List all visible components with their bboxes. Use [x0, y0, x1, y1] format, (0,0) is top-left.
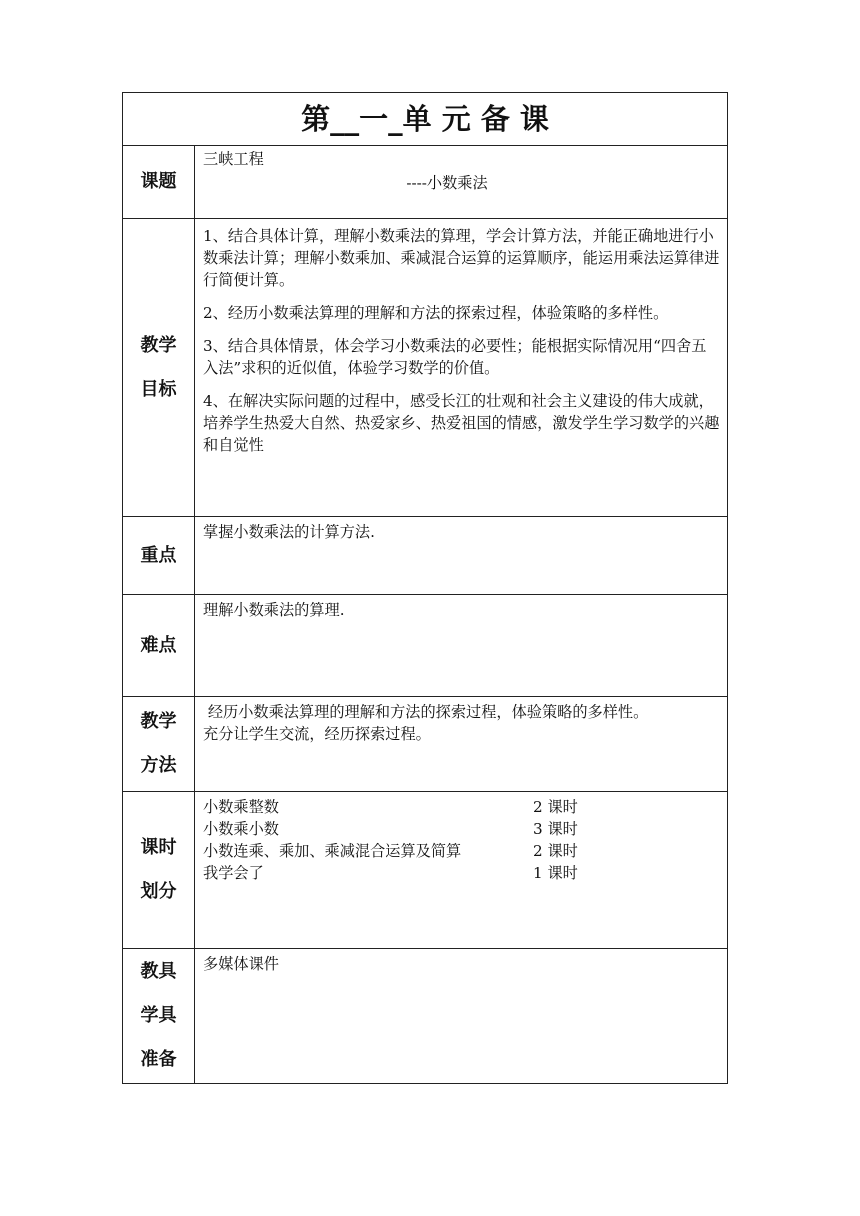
materials-text: 多媒体课件 [203, 955, 279, 973]
method-label-line-2: 方法 [140, 755, 177, 776]
key-point-content [195, 517, 728, 595]
materials-content [195, 949, 728, 1084]
method-content [195, 697, 728, 792]
key-point-label [123, 517, 195, 595]
schedule-label-line-1: 课时 [140, 837, 177, 858]
schedule-item-hours: 1 课时 [533, 864, 578, 882]
topic-content [195, 146, 728, 219]
method-row [123, 697, 728, 792]
materials-label [123, 949, 195, 1084]
key-point-label-text: 重点 [140, 544, 177, 566]
schedule-item-name: 小数乘小数 [203, 820, 279, 838]
method-line-1: 经历小数乘法算理的理解和方法的探索过程，体验策略的多样性。 [203, 703, 649, 721]
schedule-item-name: 小数连乘、乘加、乘减混合运算及简算 [203, 842, 462, 860]
schedule-item-name: 我学会了 [203, 864, 264, 882]
schedule-item [203, 840, 721, 862]
difficulty-label [123, 595, 195, 697]
method-label [123, 697, 195, 792]
objectives-label-line-1: 教学 [140, 334, 177, 356]
key-point-text: 掌握小数乘法的计算方法. [203, 523, 375, 541]
difficulty-content [195, 595, 728, 697]
method-line-2: 充分让学生交流，经历探索过程。 [203, 725, 431, 743]
schedule-label [123, 792, 195, 949]
difficulty-row [123, 595, 728, 697]
page-title: 第__一_单 元 备 课 [301, 102, 549, 136]
difficulty-text: 理解小数乘法的算理. [203, 601, 345, 619]
schedule-item-name: 小数乘整数 [203, 798, 279, 816]
objective-item: 3、结合具体情景，体会学习小数乘法的必要性；能根据实际情况用“四舍五入法”求积的近似值，体验学习数学的价值。 [203, 337, 707, 377]
schedule-item [203, 818, 721, 840]
schedule-item-hours: 2 课时 [533, 842, 578, 860]
materials-label-line-2: 学具 [140, 1005, 177, 1026]
schedule-item [203, 796, 721, 818]
title-row [123, 93, 728, 146]
topic-row [123, 146, 728, 219]
materials-label-line-3: 准备 [140, 1049, 177, 1070]
difficulty-label-text: 难点 [140, 634, 177, 656]
topic-label [123, 146, 195, 219]
materials-row [123, 949, 728, 1084]
schedule-item-hours: 2 课时 [533, 798, 578, 816]
topic-label-text: 课题 [140, 171, 177, 192]
schedule-label-line-2: 划分 [140, 881, 177, 902]
schedule-content [195, 792, 728, 949]
lesson-plan-table [122, 92, 728, 1084]
objectives-label [123, 219, 195, 517]
objectives-content [195, 219, 728, 517]
objective-item: 4、在解决实际问题的过程中，感受长江的壮观和社会主义建设的伟大成就，培养学生热爱大自然、热爱家乡、热爱祖国的情感，激发学生学习数学的兴趣和自觉性 [203, 392, 720, 454]
method-label-line-1: 教学 [140, 711, 177, 732]
objective-item: 2、经历小数乘法算理的理解和方法的探索过程，体验策略的多样性。 [203, 304, 669, 322]
key-point-row [123, 517, 728, 595]
topic-line-2: ----小数乘法 [406, 174, 488, 192]
schedule-row [123, 792, 728, 949]
objectives-row [123, 219, 728, 517]
topic-line-1: 三峡工程 [203, 150, 264, 168]
schedule-item [203, 862, 721, 884]
title-cell [123, 93, 728, 146]
objective-item: 1、结合具体计算，理解小数乘法的算理，学会计算方法，并能正确地进行小数乘法计算；理解小数乘加、乘减混合运算的运算顺序，能运用乘法运算律进行简便计算。 [203, 227, 720, 289]
schedule-item-hours: 3 课时 [533, 820, 578, 838]
materials-label-line-1: 教具 [140, 961, 177, 982]
objectives-label-line-2: 目标 [140, 378, 177, 400]
